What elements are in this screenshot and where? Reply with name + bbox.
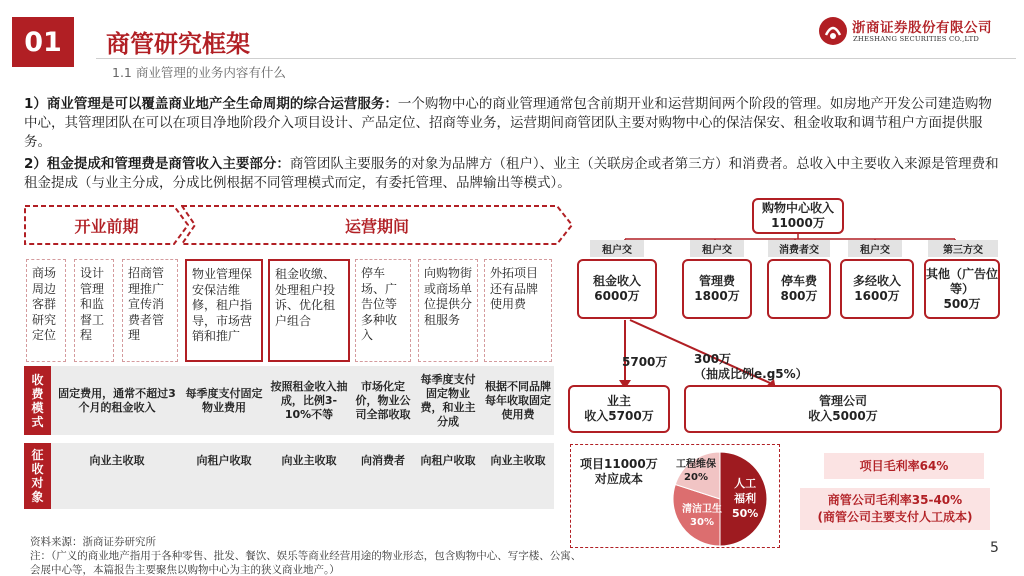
fee-model-cell: 根据不同品牌每年收取固定使用费 <box>485 379 551 421</box>
paragraph-1 <box>24 95 999 152</box>
payer-tag: 租户交 <box>690 240 744 257</box>
revenue-item-box <box>682 259 752 319</box>
footer-notes <box>30 535 590 576</box>
activity-box-highlight: 物业管理保安保洁维修，租户指导，市场营销和推广 <box>185 259 263 362</box>
collection-cell: 向租户收取 <box>196 454 252 467</box>
phase-operation <box>181 205 573 245</box>
revenue-item-box <box>840 259 914 319</box>
flow-owner-label: 5700万 <box>622 355 668 369</box>
company-margin-box: 商管公司毛利率35-40% (商管公司主要支付人工成本) <box>800 488 990 530</box>
phase-pre-opening <box>24 205 189 245</box>
payer-tag: 租户交 <box>848 240 902 257</box>
pie-label-cleaning: 清洁卫生 30% <box>682 504 722 528</box>
page-title: 商管研究框架 <box>106 30 250 58</box>
owner-income-box <box>568 385 670 433</box>
payer-tag: 消费者交 <box>768 240 830 257</box>
header-divider <box>96 58 1016 59</box>
revenue-item-rent: 租金收入 6000万 <box>592 274 641 303</box>
activity-box: 外拓项目还有品牌使用费 <box>484 259 552 362</box>
revenue-item-box <box>577 259 657 319</box>
paragraph-2-text: 商管团队主要服务的对象为品牌方（租户）、业主（关联房企或者第三方）和消费者。总收入中主要收入来源是管理费和租金提成（与业主分成，分成比例根据不同管理模式而定，有委托管理、品牌输出等模式）。 <box>24 156 999 191</box>
revenue-item-box <box>924 259 1000 319</box>
company-name-en: ZHESHANG SECURITIES CO.,LTD <box>853 35 980 43</box>
fee-model-cell: 按照租金收入抽成，比例3-10%不等 <box>270 379 348 421</box>
page-number: 5 <box>990 540 999 556</box>
total-revenue-text: 购物中心收入 11000万 <box>761 201 834 230</box>
fee-model-label <box>24 366 51 435</box>
flow-mgmt-label: 300万 （抽成比例e.g5%） <box>694 352 808 381</box>
collection-cell: 向业主收取 <box>490 454 546 467</box>
paragraph-2-lead: 2）租金提成和管理费是商管收入主要部分： <box>24 156 290 172</box>
project-margin-box: 项目毛利率64% <box>824 453 984 479</box>
collection-label-text: 征收对象 <box>31 448 44 504</box>
fee-model-cell: 每季度支付固定物业费，和业主分成 <box>420 372 476 428</box>
total-revenue-box <box>752 198 844 234</box>
pie-label-engineering: 工程维保 20% <box>676 459 716 483</box>
phase-pre-opening-label: 开业前期 <box>74 216 139 236</box>
fee-model-cell: 固定费用，通常不超过3个月的租金收入 <box>58 386 176 414</box>
activity-box: 向购物街或商场单位提供分租服务 <box>418 259 478 362</box>
revenue-item-multi: 多经收入 1600万 <box>852 274 901 303</box>
cost-label: 项目11000万 对应成本 <box>580 457 658 486</box>
fee-model-cell: 每季度支付固定物业费用 <box>185 386 263 414</box>
revenue-item-other: 其他（广告位等） 500万 <box>926 266 999 311</box>
payer-tag: 第三方交 <box>928 240 998 257</box>
activity-box-highlight: 租金收缴、处理租户投诉、优化租户组合 <box>268 259 350 362</box>
paragraph-2 <box>24 155 999 193</box>
collection-cell: 向业主收取 <box>89 454 145 467</box>
footer-source: 资料来源：浙商证券研究所 <box>30 536 156 548</box>
collection-cell: 向消费者 <box>361 454 405 467</box>
payer-tag: 租户交 <box>590 240 644 257</box>
paragraph-1-text: 一个购物中心的商业管理通常包含前期开业和运营期间两个阶段的管理。如房地产开发公司建造购物中心，其管理团队在可以在项目净地阶段介入项目设计、产品定位、招商等业务，运营期间商管团队主要对购物中心的保洁保安、租金收取和调节租户方面提供服务。 <box>24 96 992 150</box>
activity-box: 设计管理和监督工程 <box>74 259 114 362</box>
collection-cell: 向业主收取 <box>281 454 337 467</box>
revenue-item-mgmt-fee: 管理费 1800万 <box>694 274 740 303</box>
collection-cell: 向租户收取 <box>420 454 476 467</box>
company-logo-icon <box>818 16 848 46</box>
revenue-item-box <box>767 259 831 319</box>
section-number: 01 <box>12 17 74 67</box>
mgmt-income-box <box>684 385 1002 433</box>
paragraph-1-lead: 1）商业管理是可以覆盖商业地产全生命周期的综合运营服务： <box>24 96 398 112</box>
phase-operation-label: 运营期间 <box>344 216 409 236</box>
revenue-item-parking: 停车费 800万 <box>780 274 818 303</box>
fee-model-cell: 市场化定价，物业公司全部收取 <box>355 379 411 421</box>
activity-box: 商场周边客群研究定位 <box>26 259 66 362</box>
mgmt-income-text: 管理公司 收入5000万 <box>808 394 878 423</box>
page-subtitle: 1.1 商业管理的业务内容有什么 <box>112 65 286 80</box>
owner-income-text: 业主 收入5700万 <box>584 394 654 423</box>
pie-label-labor: 人工 福利 50% <box>732 477 759 520</box>
fee-model-label-text: 收费模式 <box>31 372 44 429</box>
activity-box: 停车场、广告位等多种收入 <box>355 259 411 362</box>
collection-label <box>24 443 51 509</box>
footer-note: 注：（广义的商业地产指用于各种零售、批发、餐饮、娱乐等商业经营用途的物业形态，包含购物中心、写字楼、公寓、会展中心等，本篇报告主要聚焦以购物中心为主的狭义商业地产。） <box>30 550 582 576</box>
company-name-cn: 浙商证券股份有限公司 <box>852 20 992 36</box>
activity-box: 招商管理推广宣传消费者管理 <box>122 259 178 362</box>
